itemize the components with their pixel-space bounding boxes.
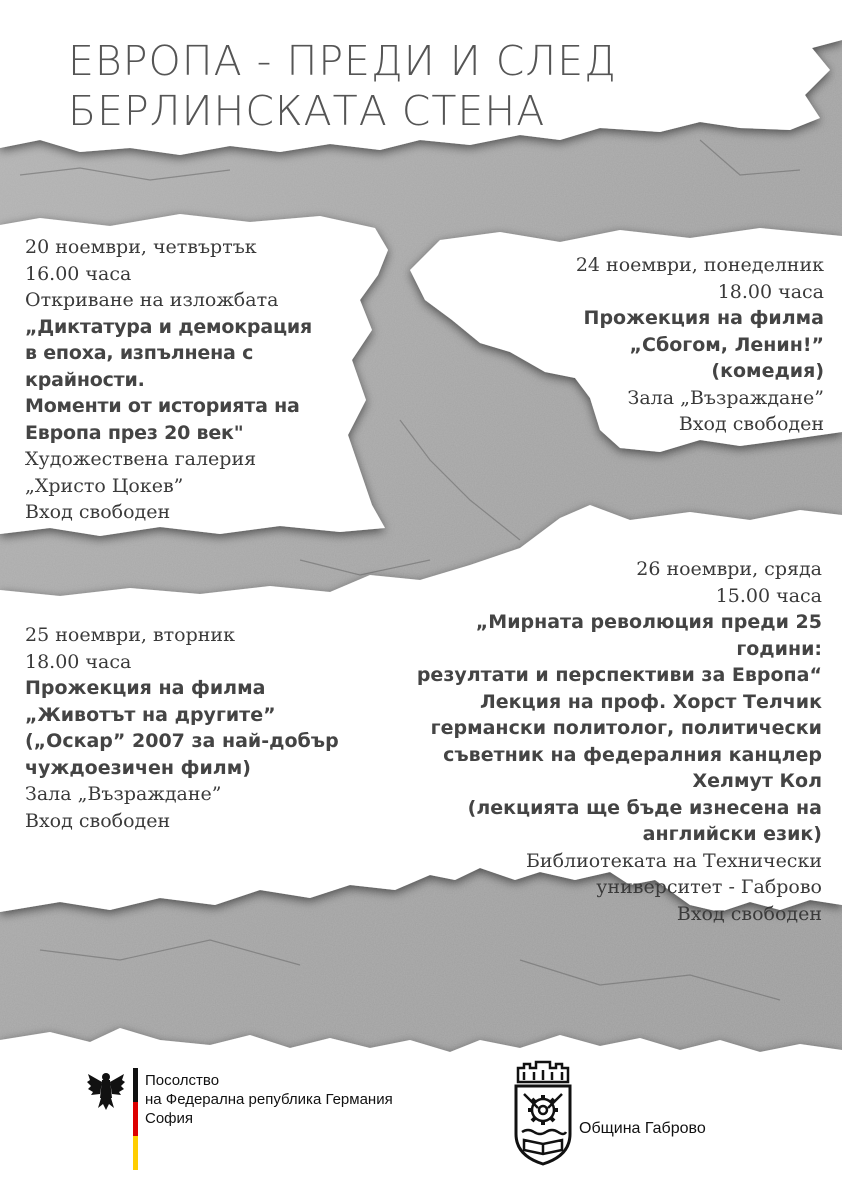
event-title-line: Европа през 20 век" — [25, 421, 244, 444]
event-title-line: „Животът на другите” — [25, 703, 276, 726]
gabrovo-coat-of-arms-icon — [512, 1060, 574, 1166]
event-admission: Вход свободен — [676, 902, 822, 925]
event-admission: Вход свободен — [25, 809, 171, 832]
event-admission: Вход свободен — [25, 501, 171, 523]
event-title-line: в епоха, изпълнена с — [25, 342, 254, 364]
event-time: 16.00 часа — [25, 262, 132, 285]
event-title-line: крайности. — [25, 368, 145, 391]
embassy-line-1: Посолство — [145, 1072, 220, 1089]
event-title-line: години: — [736, 637, 822, 660]
event-venue: „Христо Цокев” — [25, 474, 184, 497]
event-venue: университет - Габрово — [596, 876, 822, 898]
event-date: 26 ноември, сряда — [636, 558, 822, 580]
event-date: 20 ноември, четвъртък — [25, 236, 257, 258]
event-date: 25 ноември, вторник — [25, 624, 235, 646]
event-time: 18.00 часа — [25, 650, 132, 673]
event-title-line: „Мирната революция преди 25 — [475, 611, 822, 633]
event-date: 24 ноември, понеделник — [575, 254, 824, 276]
event-title-line: (лекцията ще бъде изнесена на — [467, 796, 822, 819]
event-title-line: Моменти от историята на — [25, 395, 300, 417]
title-line-1: ЕВРОПА - ПРЕДИ И СЛЕД — [68, 37, 617, 85]
event-venue: Зала „Възраждане” — [627, 386, 824, 409]
event-title-line: съветник на федералния канцлер — [443, 743, 822, 766]
event-title-line: „Диктатура и демокрация — [25, 315, 312, 338]
event-time: 15.00 часа — [715, 584, 822, 607]
embassy-line-3: София — [145, 1110, 194, 1127]
municipality-label: Община Габрово — [579, 1120, 706, 1137]
event-title-line: „Сбогом, Ленин!” — [629, 333, 824, 356]
event-venue: Библиотеката на Технически — [525, 849, 822, 872]
embassy-label — [145, 1071, 393, 1128]
event-title-line: германски политолог, политически — [430, 717, 822, 739]
embassy-line-2: на Федерална република Германия — [145, 1091, 393, 1108]
event-nov-26 — [417, 556, 822, 927]
event-nov-20 — [25, 234, 312, 526]
event-admission: Вход свободен — [678, 413, 824, 435]
german-eagle-icon — [86, 1068, 126, 1112]
german-flag-stripe — [133, 1068, 138, 1170]
event-title-line: Прожекция на филма — [25, 677, 266, 699]
event-title-line: Лекция на проф. Хорст Телчик — [479, 690, 822, 713]
event-title-line: английски език) — [642, 823, 822, 845]
event-nov-25 — [25, 622, 339, 834]
poster-title — [68, 36, 617, 136]
event-venue: Зала „Възраждане” — [25, 783, 222, 805]
event-title-line: Прожекция на филма — [583, 307, 824, 329]
event-title-line: („Оскар” 2007 за най-добър — [25, 730, 339, 752]
event-title-line: чуждоезичен филм) — [25, 756, 251, 779]
event-time: 18.00 часа — [717, 280, 824, 303]
title-line-2: БЕРЛИНСКАТА СТЕНА — [68, 87, 546, 135]
event-venue: Художествена галерия — [25, 448, 257, 470]
event-title-line: Хелмут Кол — [692, 770, 822, 792]
event-nov-24 — [576, 252, 824, 438]
event-title-line: резултати и перспективи за Европа“ — [416, 664, 822, 686]
event-line: Откриване на изложбата — [25, 289, 279, 311]
event-title-line: (комедия) — [711, 360, 824, 382]
